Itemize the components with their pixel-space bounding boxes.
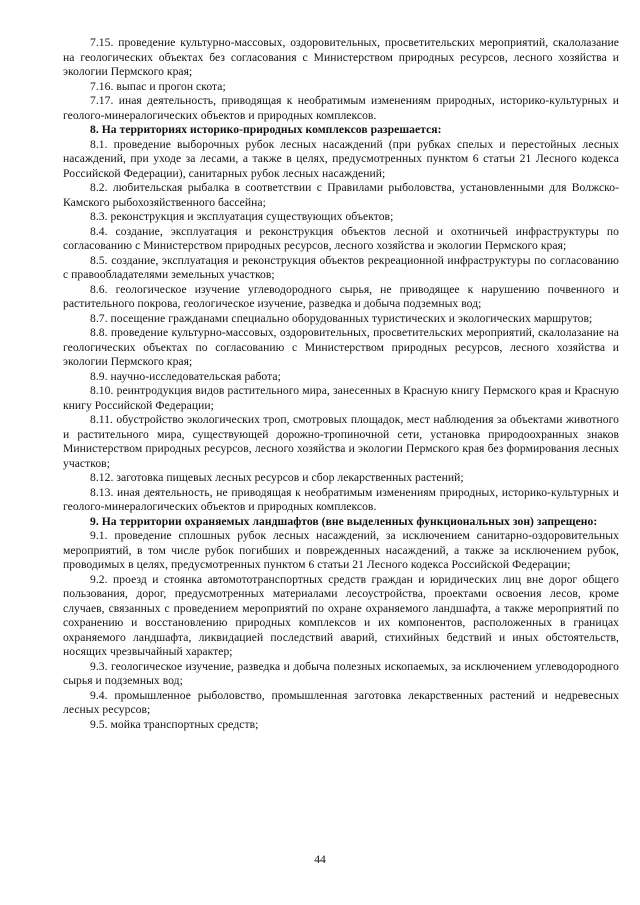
clause-paragraph: 8.7. посещение гражданами специально оборудованных туристических и экологических маршрутов;	[90, 311, 593, 325]
clause-paragraph: 7.17. иная деятельность, приводящая к необратимым изменениям природных, историко-культурных и геолого-минералогических объектов и природных комплексов.	[63, 94, 619, 122]
clause-paragraph: 8.11. обустройство экологических троп, смотровых площадок, мест наблюдения за объектами животного и растительного мира, существующей дорожно-тропиночной сети, установка природоохранных знаков Министерством природных ресурсов, лесного хозяйства и экологии Пермского края без формирования лесных участков;	[63, 413, 619, 470]
section-heading: 9. На территории охраняемых ландшафтов (вне выделенных функциональных зон) запрещено:	[90, 514, 598, 528]
clause-paragraph: 8.12. заготовка пищевых лесных ресурсов и сбор лекарственных растений;	[90, 471, 464, 484]
clause-paragraph: 8.5. создание, эксплуатация и реконструкция объектов рекреационной инфраструктуры по согласованию с правообладателями земельных участков;	[63, 253, 619, 281]
clause-paragraph: 8.6. геологическое изучение углеводородного сырья, не приводящее к нарушению почвенного и растительного покрова, геологическое изучение, разведка и добыча подземных вод;	[63, 282, 619, 310]
clause-paragraph: 8.4. создание, эксплуатация и реконструкция объектов лесной и охотничьей инфраструктуры по согласованию с Министерством природных ресурсов, лесного хозяйства и экологии Пермского края;	[63, 224, 619, 252]
clause-paragraph: 8.1. проведение выборочных рубок лесных насаждений (при рубках спелых и перестойных лесных насаждений, при уходе за лесами, а также в целях, предусмотренных пунктом 6 статьи 21 Лесного кодекса Российской Федерации), санитарных рубок лесных насаждений;	[63, 137, 619, 180]
clause-paragraph: 8.9. научно-исследовательская работа;	[90, 369, 281, 383]
clause-paragraph: 9.5. мойка транспортных средств;	[90, 717, 259, 731]
clause-paragraph: 8.3. реконструкция и эксплуатация существующих объектов;	[90, 210, 394, 223]
clause-paragraph: 9.2. проезд и стоянка автомототранспортных средств граждан и юридических лиц вне дорог общего пользования, дорог, предусмотренных материалами лесоустройства, проектами освоения лесов, кроме случаев, связанных с проведением мероприятий по охране охраняемого ландшафта, а также мероприятий по сохранению и восстановлению природных комплексов и их компонентов, расположенных в границах охраняемого ландшафта, ликвидацией последствий аварий, стихийных бедствий и иных обстоятельств, носящих чрезвычайный характер;	[63, 572, 619, 658]
clause-paragraph: 9.4. промышленное рыболовство, промышленная заготовка лекарственных растений и недревесных лесных ресурсов;	[63, 688, 619, 716]
clause-paragraph: 9.1. проведение сплошных рубок лесных насаждений, за исключением санитарно-оздоровительных мероприятий, в том числе рубок погибших и поврежденных насаждений, а также за исключением рубок, проводимых в целях, предусмотренных пунктом 6 статьи 21 Лесного кодекса Российской Федерации;	[63, 529, 619, 571]
clause-paragraph: 8.10. реинтродукция видов растительного мира, занесенных в Красную книгу Пермского края и Красную книгу Российской Федерации;	[63, 384, 619, 412]
page-number: 44	[314, 853, 326, 866]
clause-paragraph: 8.13. иная деятельность, не приводящая к необратимым изменениям природных, историко-культурных и геолого-минералогических объектов и природных комплексов.	[63, 485, 619, 513]
section-heading: 8. На территориях историко-природных комплексов разрешается:	[90, 123, 442, 136]
clause-paragraph: 8.8. проведение культурно-массовых, оздоровительных, просветительских мероприятий, скалолазание на геологических объектах по согласованию с Министерством природных ресурсов, лесного хозяйства и экологии Пермского края;	[63, 326, 619, 368]
clause-paragraph: 7.16. выпас и прогон скота;	[90, 79, 226, 93]
clause-paragraph: 7.15. проведение культурно-массовых, оздоровительных, просветительских мероприятий, скалолазание на геологических объектах без согласования с Министерством природных ресурсов, лесного хозяйства и экологии Пермского края;	[63, 36, 619, 78]
document-body	[63, 36, 619, 732]
clause-paragraph: 8.2. любительская рыбалка в соответствии с Правилами рыболовства, установленными для Волжско-Камского рыбохозяйственного бассейна;	[63, 181, 619, 209]
clause-paragraph: 9.3. геологическое изучение, разведка и добыча полезных ископаемых, за исключением углеводородного сырья и подземных вод;	[63, 659, 619, 687]
